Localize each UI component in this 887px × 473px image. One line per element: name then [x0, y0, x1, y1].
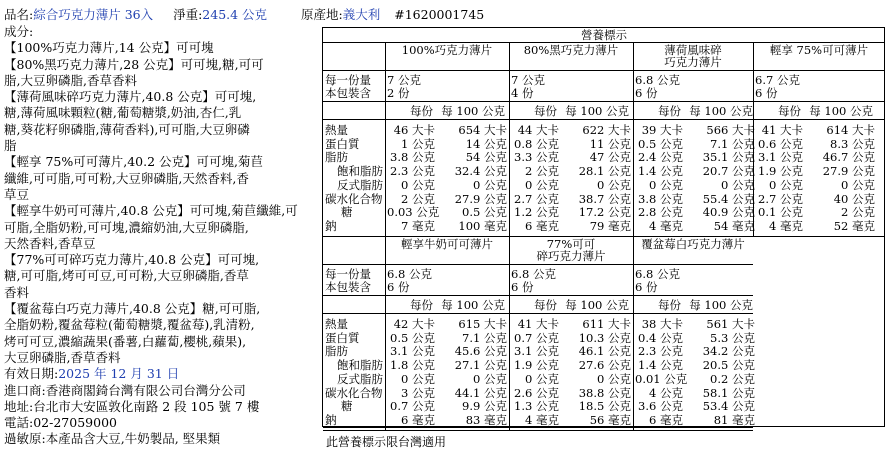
nutrient-value-100g: 615 大卡	[458, 317, 507, 331]
nutrient-label: 脂肪	[325, 344, 348, 359]
ingredient-line: 【輕享 75%可可薄片,40.2 公克】可可塊,菊苣	[4, 154, 264, 170]
nutrition-table	[322, 27, 885, 427]
importer-value: 香港商閣錡台灣有限公司台灣分公司	[45, 382, 246, 398]
nutrient-value: 41 大卡	[517, 317, 559, 331]
nutrient-value-100g: 58.1 公克	[702, 385, 755, 400]
nutrient-value: 2.4 公克	[638, 150, 683, 165]
nutrient-label: 鈉	[325, 218, 337, 233]
col-per-100: 每 100 公克	[809, 104, 873, 118]
nutrition-footnote: 此營養標示限台灣適用	[326, 435, 447, 449]
importer-line	[4, 383, 322, 399]
nutrient-value: 0.1 公克	[758, 205, 803, 220]
nutrient-value-100g: 45.6 公克	[454, 344, 507, 359]
product-name: 碎巧克力薄片	[536, 249, 606, 263]
nutrient-label: 碳水化合物	[325, 191, 383, 206]
ingredients-list	[4, 40, 322, 366]
ingredient-line: 【80%黑巧克力薄片,28 公克】可可塊,糖,可可	[4, 56, 264, 72]
nutrient-value: 3.8 公克	[638, 191, 683, 206]
ingredient-line: 草豆	[4, 186, 30, 202]
address-value: 台北市大安區敦化南路 2 段 105 號 7 樓	[33, 398, 260, 414]
nutrient-value: 0.7 公克	[390, 399, 435, 414]
expiry-label: 有效日期:	[4, 366, 59, 382]
ingredient-line: 糖,葵花籽卵磷脂,薄荷香料),可可脂,大豆卵磷	[4, 121, 250, 137]
per-pack-label: 本包裝含	[325, 86, 371, 100]
address-line	[4, 399, 322, 415]
nutrient-value-100g: 27.6 公克	[578, 358, 631, 373]
nutrient-value: 1.8 公克	[390, 358, 435, 373]
nutrient-value-100g: 654 大卡	[458, 123, 507, 137]
nutrient-value-100g: 11 公克	[589, 136, 631, 151]
col-per-100: 每 100 公克	[689, 298, 753, 312]
phone-label: 電話:	[4, 415, 34, 431]
serving-value: 7 公克	[511, 73, 545, 87]
col-per-serving: 每份	[778, 104, 801, 118]
nutrient-value-100g: 56 毫克	[589, 412, 631, 427]
nutrient-value: 3.6 公克	[638, 399, 683, 414]
nutrient-value: 1.4 公克	[638, 358, 683, 373]
nutrient-label: 糖	[341, 205, 353, 220]
nutrient-value-100g: 20.7 公克	[702, 164, 755, 179]
nutrient-value-100g: 614 大卡	[826, 123, 875, 137]
product-name: 巧克力薄片	[664, 55, 722, 69]
packs-value: 6 份	[635, 86, 658, 100]
nutrient-value: 3.1 公克	[758, 150, 803, 165]
nutrient-label: 飽和脂肪	[337, 358, 383, 373]
nutrient-value-100g: 27.1 公克	[454, 358, 507, 373]
nutrient-value: 0 公克	[401, 177, 435, 192]
nutrient-value-100g: 35.1 公克	[702, 150, 755, 165]
nutrient-value-100g: 5.3 公克	[710, 330, 755, 345]
nutrient-value: 0.4 公克	[638, 330, 683, 345]
nutrient-value: 1.9 公克	[758, 164, 803, 179]
nutrient-value: 0.6 公克	[758, 136, 803, 151]
allergen-label: 過敏原:	[4, 431, 46, 447]
nutrient-value-100g: 561 大卡	[706, 317, 755, 331]
nutrient-label: 糖	[341, 399, 353, 414]
product-code: #1620001745	[394, 7, 485, 22]
nutrient-value: 2.7 公克	[514, 191, 559, 206]
ingredient-line: 【輕享牛奶可可薄片,40.8 公克】可可塊,菊苣纖維,可	[4, 203, 298, 219]
divider	[323, 295, 753, 296]
product-name: 薄荷風味碎	[664, 43, 722, 57]
ingredient-line: 大豆卵磷脂,香草香料	[4, 349, 121, 365]
nutrient-value: 6 毫克	[401, 412, 435, 427]
nutrient-value: 0.01 公克	[635, 371, 688, 386]
nutrient-label: 反式脂肪	[337, 177, 383, 192]
divider	[323, 70, 885, 71]
nutrition-title: 營養標示	[581, 28, 627, 42]
weight-value: 245.4 公克	[202, 7, 268, 22]
nutrient-value-100g: 55.4 公克	[702, 191, 755, 206]
product-header	[4, 5, 484, 23]
expiry-line	[4, 366, 322, 382]
nutrient-value-100g: 46.1 公克	[578, 344, 631, 359]
nutrient-value: 3 公克	[401, 385, 435, 400]
nutrient-value: 2 公克	[401, 191, 435, 206]
nutrient-value: 2.3 公克	[638, 344, 683, 359]
nutrient-label: 脂肪	[325, 150, 348, 165]
serving-label: 每一份量	[325, 267, 371, 281]
nutrient-value: 2.7 公克	[758, 191, 803, 206]
col-per-serving: 每份	[534, 298, 557, 312]
nutrient-value-100g: 0 公克	[721, 177, 755, 192]
divider	[323, 101, 885, 102]
product-name: 80%黑巧克力薄片	[523, 43, 619, 57]
nutrient-value-100g: 34.2 公克	[702, 344, 755, 359]
col-per-100: 每 100 公克	[565, 104, 629, 118]
address-label: 地址:	[4, 398, 34, 414]
phone-line	[4, 415, 322, 431]
nutrient-value: 1.9 公克	[514, 358, 559, 373]
nutrient-value: 0 公克	[649, 177, 683, 192]
nutrient-value: 1.3 公克	[514, 399, 559, 414]
weight-label: 淨重:	[173, 7, 203, 22]
origin-label: 原產地:	[301, 7, 343, 22]
nutrient-value-100g: 14 公克	[465, 136, 507, 151]
nutrient-value-100g: 40 公克	[833, 191, 875, 206]
nutrient-value: 3.1 公克	[390, 344, 435, 359]
ingredient-line: 纖維,可可脂,可可粉,大豆卵磷脂,天然香料,香	[4, 170, 249, 186]
nutrient-value: 4 毫克	[769, 218, 803, 233]
column-divider	[633, 42, 634, 236]
nutrient-value: 39 大卡	[641, 123, 683, 137]
serving-value: 6.8 公克	[387, 267, 432, 281]
nutrient-label: 蛋白質	[325, 330, 360, 345]
nutrient-value: 4 公克	[649, 385, 683, 400]
nutrient-value: 0 公克	[525, 371, 559, 386]
nutrient-value-100g: 46.7 公克	[822, 150, 875, 165]
allergen-value: 本產品含大豆,牛奶製品, 堅果類	[45, 431, 221, 447]
nutrient-value-100g: 0 公克	[473, 371, 507, 386]
ingredients-panel	[4, 24, 322, 448]
nutrient-value-100g: 38.7 公克	[578, 191, 631, 206]
nutrient-value-100g: 9.9 公克	[462, 399, 507, 414]
nutrient-value-100g: 0 公克	[473, 177, 507, 192]
column-divider	[509, 42, 510, 236]
nutrient-value: 3.1 公克	[514, 344, 559, 359]
col-per-serving: 每份	[410, 104, 433, 118]
nutrient-value-100g: 27.9 公克	[454, 191, 507, 206]
serving-value: 6.7 公克	[755, 73, 800, 87]
nutrient-value-100g: 54 毫克	[713, 218, 755, 233]
packs-value: 4 份	[511, 86, 534, 100]
nutrient-value: 0.7 公克	[514, 330, 559, 345]
column-divider	[633, 236, 634, 430]
nutrient-value: 6 毫克	[525, 218, 559, 233]
nutrient-value-100g: 0.2 公克	[710, 371, 755, 386]
divider	[323, 119, 885, 120]
serving-value: 6.8 公克	[635, 73, 680, 87]
packs-value: 6 份	[387, 280, 410, 294]
allergen-line	[4, 431, 322, 447]
ingredient-line: 香料	[4, 284, 30, 300]
per-pack-label: 本包裝含	[325, 280, 371, 294]
ingredient-line: 烤可可豆,濃縮蔬果(番薯,白蘿蔔,櫻桃,蘋果),	[4, 333, 247, 349]
packs-value: 6 份	[635, 280, 658, 294]
nutrient-value: 7 毫克	[401, 218, 435, 233]
product-name: 77%可可	[546, 237, 596, 251]
nutrient-value-100g: 38.8 公克	[578, 385, 631, 400]
nutrient-value: 41 大卡	[761, 123, 803, 137]
importer-label: 進口商:	[4, 382, 46, 398]
name-value: 綜合巧克力薄片 36入	[33, 7, 154, 22]
nutrient-value-100g: 81 毫克	[713, 412, 755, 427]
divider	[323, 264, 753, 265]
col-per-serving: 每份	[658, 104, 681, 118]
nutrient-value: 0.5 公克	[638, 136, 683, 151]
nutrient-value: 1.2 公克	[514, 205, 559, 220]
nutrient-value: 6 毫克	[649, 412, 683, 427]
nutrient-value-100g: 7.1 公克	[462, 330, 507, 345]
col-per-serving: 每份	[658, 298, 681, 312]
nutrient-value-100g: 0 公克	[597, 371, 631, 386]
nutrient-value-100g: 83 毫克	[465, 412, 507, 427]
nutrient-label: 熱量	[325, 317, 348, 331]
serving-value: 6.8 公克	[635, 267, 680, 281]
nutrient-value: 2 公克	[525, 164, 559, 179]
ingredient-line: 可脂,全脂奶粉,可可塊,濃縮奶油,大豆卵磷脂,	[4, 219, 249, 235]
packs-value: 2 份	[387, 86, 410, 100]
divider	[323, 427, 753, 428]
nutrient-value-100g: 32.4 公克	[454, 164, 507, 179]
nutrient-label: 飽和脂肪	[337, 164, 383, 179]
nutrient-value-100g: 566 大卡	[706, 123, 755, 137]
nutrient-label: 碳水化合物	[325, 385, 383, 400]
nutrient-value-100g: 100 毫克	[458, 218, 507, 233]
nutrient-value-100g: 0.5 公克	[462, 205, 507, 220]
col-per-100: 每 100 公克	[565, 298, 629, 312]
serving-value: 7 公克	[387, 73, 421, 87]
nutrient-value: 1 公克	[401, 136, 435, 151]
nutrient-value: 3.8 公克	[390, 150, 435, 165]
nutrient-value: 0 公克	[769, 177, 803, 192]
nutrient-value: 46 大卡	[393, 123, 435, 137]
ingredient-line: 脂	[4, 138, 17, 154]
ingredient-line: 天然香料,香草豆	[4, 235, 96, 251]
nutrient-value: 3.3 公克	[514, 150, 559, 165]
expiry-value: 2025 年 12 月 31 日	[58, 366, 180, 382]
origin-value: 義大利	[342, 7, 381, 22]
nutrient-value: 0 公克	[401, 371, 435, 386]
nutrient-value: 0 公克	[525, 177, 559, 192]
nutrient-value: 0.5 公克	[390, 330, 435, 345]
nutrient-value: 2.8 公克	[638, 205, 683, 220]
col-per-100: 每 100 公克	[441, 298, 505, 312]
product-name: 覆盆莓白巧克力薄片	[641, 237, 745, 251]
ingredient-line: 【覆盆莓白巧克力薄片,40.8 公克】糖,可可脂,	[4, 301, 261, 317]
column-divider	[385, 236, 386, 430]
ingredient-line: 全脂奶粉,覆盆莓粒(葡萄糖漿,覆盆莓),乳清粉,	[4, 317, 255, 333]
nutrient-value-100g: 7.1 公克	[710, 136, 755, 151]
nutrient-value-100g: 40.9 公克	[702, 205, 755, 220]
ingredient-line: 脂,大豆卵磷脂,香草香料	[4, 72, 137, 88]
col-per-serving: 每份	[410, 298, 433, 312]
nutrient-value: 4 毫克	[525, 412, 559, 427]
nutrient-value-100g: 53.4 公克	[702, 399, 755, 414]
col-per-serving: 每份	[534, 104, 557, 118]
nutrient-value-100g: 10.3 公克	[578, 330, 631, 345]
ingredient-line: 【薄荷風味碎巧克力薄片,40.8 公克】可可塊,	[4, 89, 257, 105]
nutrient-value-100g: 17.2 公克	[578, 205, 631, 220]
nutrient-label: 反式脂肪	[337, 371, 383, 386]
nutrient-value-100g: 27.9 公克	[822, 164, 875, 179]
serving-value: 6.8 公克	[511, 267, 556, 281]
nutrient-value: 0.8 公克	[514, 136, 559, 151]
divider	[323, 313, 753, 314]
nutrient-value-100g: 47 公克	[589, 150, 631, 165]
nutrient-value-100g: 52 毫克	[833, 218, 875, 233]
name-label: 品名:	[4, 7, 34, 22]
packs-value: 6 份	[511, 280, 534, 294]
nutrient-value-100g: 2 公克	[841, 205, 875, 220]
nutrient-label: 蛋白質	[325, 136, 360, 151]
phone-value: 02-27059000	[33, 415, 117, 431]
product-name: 輕享 75%可可薄片	[769, 43, 869, 57]
nutrient-value-100g: 44.1 公克	[454, 385, 507, 400]
nutrient-label: 熱量	[325, 123, 348, 137]
packs-value: 6 份	[755, 86, 778, 100]
divider	[323, 430, 753, 431]
ingredient-line: 【100%巧克力薄片,14 公克】可可塊	[4, 40, 214, 56]
nutrient-value: 2.3 公克	[390, 164, 435, 179]
serving-label: 每一份量	[325, 73, 371, 87]
col-per-100: 每 100 公克	[689, 104, 753, 118]
nutrient-value-100g: 0 公克	[841, 177, 875, 192]
ingredient-line: 【77%可可碎巧克力薄片,40.8 公克】可可塊,	[4, 252, 260, 268]
nutrient-value: 42 大卡	[393, 317, 435, 331]
nutrient-value-100g: 8.3 公克	[830, 136, 875, 151]
nutrient-value: 4 毫克	[649, 218, 683, 233]
nutrient-value-100g: 611 大卡	[582, 317, 631, 331]
ingredient-line: 糖,薄荷風味顆粒(糖,葡萄糖漿,奶油,杏仁,乳	[4, 105, 242, 121]
ingredient-line: 糖,可可脂,烤可可豆,可可粉,大豆卵磷脂,香草	[4, 268, 249, 284]
nutrient-value-100g: 20.5 公克	[702, 358, 755, 373]
nutrient-label: 鈉	[325, 412, 337, 427]
column-divider	[385, 42, 386, 236]
product-name: 輕享牛奶可可薄片	[401, 237, 493, 251]
nutrient-value: 2.6 公克	[514, 385, 559, 400]
nutrient-value-100g: 622 大卡	[582, 123, 631, 137]
product-name: 100%巧克力薄片	[401, 43, 493, 57]
col-per-100: 每 100 公克	[441, 104, 505, 118]
nutrient-value-100g: 28.1 公克	[578, 164, 631, 179]
nutrient-value-100g: 18.5 公克	[578, 399, 631, 414]
nutrient-value: 38 大卡	[641, 317, 683, 331]
nutrient-value-100g: 79 毫克	[589, 218, 631, 233]
nutrient-value-100g: 54 公克	[465, 150, 507, 165]
nutrient-value: 1.4 公克	[638, 164, 683, 179]
nutrient-value-100g: 0 公克	[597, 177, 631, 192]
nutrient-value: 44 大卡	[517, 123, 559, 137]
nutrient-value: 0.03 公克	[387, 205, 440, 220]
ingredients-title: 成分:	[4, 24, 34, 39]
column-divider	[509, 236, 510, 430]
